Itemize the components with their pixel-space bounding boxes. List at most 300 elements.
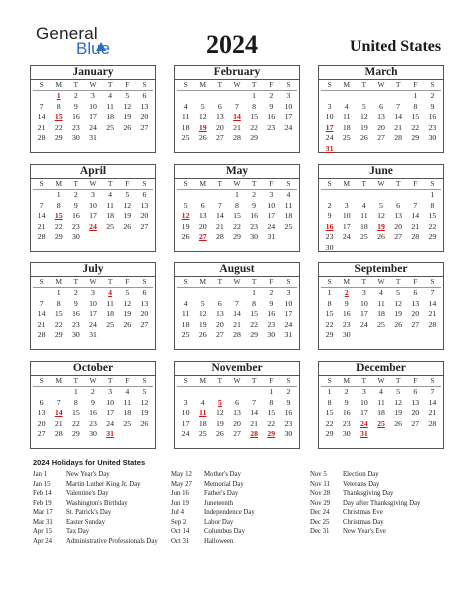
calendar-day: 29 <box>325 330 334 340</box>
calendar-day: 15 <box>428 211 437 221</box>
calendar-day: 22 <box>54 221 63 231</box>
calendar-day: 26 <box>123 221 132 231</box>
calendar-day: 27 <box>233 429 241 439</box>
holiday-row <box>171 508 255 518</box>
calendar-day: 2 <box>73 91 78 100</box>
calendar-day: 6 <box>142 288 147 297</box>
holiday-day: 4 <box>108 288 113 297</box>
calendar-day: 12 <box>198 309 207 319</box>
calendar-day: 27 <box>394 232 403 242</box>
weekday-header: W <box>84 179 101 190</box>
weekday-header: T <box>67 376 84 387</box>
calendar-day: 26 <box>198 133 207 143</box>
empty-day <box>33 190 50 201</box>
holiday-name: Halloween <box>204 537 234 545</box>
holiday-row <box>310 499 420 509</box>
calendar-day: 3 <box>108 387 113 396</box>
calendar-day: 14 <box>411 211 420 221</box>
weekday-header: T <box>390 80 407 91</box>
weekday-header: W <box>372 376 389 387</box>
calendar-day: 22 <box>250 319 259 329</box>
calendar-day: 30 <box>342 429 351 439</box>
country-title: United States <box>350 38 442 55</box>
holiday-day: 27 <box>198 232 207 242</box>
calendar-day: 11 <box>181 112 190 122</box>
calendar-day: 24 <box>181 429 190 439</box>
calendar-day: 27 <box>140 122 149 132</box>
day-grid <box>31 80 155 144</box>
calendar-day: 15 <box>233 211 241 221</box>
calendar-day: 1 <box>235 190 239 199</box>
month-title: November <box>175 362 299 376</box>
holiday-name: New Year's Day <box>66 471 110 478</box>
calendar-day: 31 <box>267 232 276 242</box>
weekday-header: S <box>136 277 153 288</box>
calendar-day: 1 <box>56 288 61 297</box>
calendar-day: 19 <box>394 408 403 418</box>
holiday-row <box>310 480 420 490</box>
holiday-date: Oct 14 <box>171 528 190 535</box>
calendar-day: 30 <box>71 133 80 143</box>
empty-day <box>372 91 389 102</box>
calendar-day: 19 <box>181 221 190 231</box>
holiday-date: Nov 29 <box>310 499 331 507</box>
calendar-day: 2 <box>252 190 257 199</box>
holiday-row <box>33 480 158 490</box>
weekday-header: S <box>321 179 338 190</box>
empty-day <box>177 387 194 398</box>
calendar-day: 12 <box>215 408 224 418</box>
calendar-day: 23 <box>267 122 276 132</box>
calendar-day: 13 <box>198 211 207 221</box>
holiday-date: Mar 17 <box>33 509 53 516</box>
holiday-name: Columbus Day <box>204 528 245 535</box>
calendar-day: 16 <box>284 408 293 418</box>
holiday-date: Sep 2 <box>171 518 187 526</box>
holiday-name: Thanksgiving Day <box>343 490 394 497</box>
calendar-day: 10 <box>89 101 97 111</box>
calendar-day: 3 <box>91 190 95 199</box>
month-title: March <box>319 66 443 80</box>
calendar-day: 13 <box>394 211 403 221</box>
empty-day <box>321 190 338 201</box>
holiday-date: Jan 1 <box>33 471 48 478</box>
calendar-day: 4 <box>108 91 113 100</box>
calendar-day: 11 <box>106 298 114 308</box>
weekday-header: T <box>102 376 119 387</box>
calendar-day: 11 <box>106 200 114 210</box>
calendar-day: 29 <box>250 133 259 143</box>
calendar-day: 7 <box>56 397 61 407</box>
calendar-day: 2 <box>286 387 291 396</box>
calendar-day: 12 <box>359 112 368 122</box>
calendar-day: 14 <box>233 309 241 319</box>
calendar-day: 26 <box>394 418 403 428</box>
calendar-day: 18 <box>181 319 190 329</box>
calendar-day: 21 <box>411 221 420 231</box>
calendar-day: 12 <box>394 397 403 407</box>
calendar-day: 7 <box>235 101 239 111</box>
empty-day <box>338 91 355 102</box>
calendar-day: 8 <box>252 298 257 308</box>
calendar-day: 26 <box>140 418 149 428</box>
calendar-day: 29 <box>325 429 334 439</box>
calendar-day: 8 <box>73 397 78 407</box>
weekday-header: F <box>407 80 424 91</box>
calendar-day: 19 <box>198 319 207 329</box>
calendar-day: 15 <box>411 112 420 122</box>
calendar-day: 25 <box>181 133 190 143</box>
empty-day <box>211 387 228 398</box>
calendar-day: 19 <box>215 418 224 428</box>
calendar-day: 23 <box>71 122 80 132</box>
logo-text-blue: Blue <box>76 39 111 58</box>
calendar-day: 22 <box>267 418 276 428</box>
holiday-day: 16 <box>325 221 334 231</box>
holiday-day: 19 <box>377 221 385 231</box>
day-grid <box>319 179 443 254</box>
calendar-day: 25 <box>359 232 368 242</box>
weekday-header: W <box>372 277 389 288</box>
calendar-day: 21 <box>37 221 46 231</box>
calendar-day: 14 <box>37 211 46 221</box>
calendar-day: 1 <box>269 387 274 396</box>
calendar-day: 21 <box>250 418 259 428</box>
calendar-day: 22 <box>325 418 334 428</box>
weekday-header: T <box>211 80 228 91</box>
calendar-day: 1 <box>413 91 418 100</box>
calendar-day: 7 <box>413 200 418 210</box>
calendar-day: 2 <box>73 190 78 199</box>
calendar-day: 1 <box>327 387 332 396</box>
calendar-day: 21 <box>428 309 437 319</box>
empty-day <box>390 190 407 201</box>
holiday-day: 31 <box>359 429 368 439</box>
weekday-header: M <box>194 277 211 288</box>
holidays-title: 2024 Holidays for United States <box>33 458 146 467</box>
calendar-day: 6 <box>217 101 222 111</box>
calendar-day: 15 <box>267 408 276 418</box>
holiday-row <box>33 489 158 499</box>
month-november <box>174 361 300 449</box>
calendar-day: 29 <box>233 232 241 242</box>
calendar-day: 12 <box>123 101 132 111</box>
weekday-header: T <box>355 277 372 288</box>
calendar-day: 20 <box>140 112 149 122</box>
calendar-day: 17 <box>267 211 276 221</box>
calendar-day: 8 <box>56 101 61 111</box>
calendar-day: 18 <box>106 309 115 319</box>
calendar-day: 10 <box>89 200 97 210</box>
calendar-day: 13 <box>215 112 224 122</box>
empty-day <box>194 91 211 102</box>
calendar-day: 31 <box>89 330 97 340</box>
holiday-date: Jun 19 <box>171 499 189 507</box>
day-grid <box>175 80 299 144</box>
calendar-day: 16 <box>267 112 276 122</box>
month-january <box>30 65 156 153</box>
calendar-day: 9 <box>73 101 78 111</box>
holiday-day: 15 <box>54 112 63 122</box>
calendar-day: 2 <box>269 91 274 100</box>
holiday-column <box>171 470 255 546</box>
calendar-day: 12 <box>394 298 403 308</box>
calendar-day: 20 <box>394 221 403 231</box>
calendar-day: 11 <box>181 309 190 319</box>
calendar-day: 23 <box>284 418 293 428</box>
calendar-day: 25 <box>106 319 115 329</box>
holiday-row <box>310 489 420 499</box>
weekday-header: S <box>321 80 338 91</box>
calendar-day: 13 <box>411 397 420 407</box>
calendar-day: 7 <box>252 397 257 407</box>
holiday-name: Day after Thanksgiving Day <box>343 499 421 507</box>
weekday-header: S <box>280 80 297 91</box>
weekday-header: F <box>263 376 280 387</box>
empty-day <box>33 288 50 299</box>
calendar-day: 26 <box>181 232 190 242</box>
calendar-day: 26 <box>394 319 403 329</box>
holiday-name: Independence Day <box>204 509 255 516</box>
calendar-day: 11 <box>377 298 385 308</box>
calendar-day: 10 <box>181 408 190 418</box>
holiday-name: Martin Luther King Jr. Day <box>66 480 141 488</box>
calendar-day: 25 <box>198 429 207 439</box>
weekday-header: M <box>338 376 355 387</box>
weekday-header: T <box>246 179 263 190</box>
empty-day <box>177 190 194 201</box>
calendar-day: 17 <box>342 221 351 231</box>
calendar-day: 14 <box>428 397 437 407</box>
calendar-day: 6 <box>235 397 239 407</box>
calendar-day: 13 <box>411 298 420 308</box>
holiday-day: 11 <box>199 408 207 418</box>
holiday-day: 17 <box>325 122 334 132</box>
calendar-day: 25 <box>342 133 351 143</box>
calendar-day: 19 <box>123 309 132 319</box>
calendar-day: 10 <box>267 200 276 210</box>
calendar-day: 19 <box>123 112 132 122</box>
holiday-name: Valentine's Day <box>66 490 109 497</box>
calendar-day: 18 <box>359 221 368 231</box>
calendar-day: 12 <box>123 298 132 308</box>
holiday-row <box>171 499 255 509</box>
holiday-date: Nov 28 <box>310 490 331 497</box>
calendar-day: 5 <box>361 101 366 111</box>
calendar-day: 27 <box>377 133 385 143</box>
calendar-day: 15 <box>250 309 259 319</box>
calendar-day: 15 <box>325 408 334 418</box>
calendar-day: 15 <box>250 112 259 122</box>
day-grid <box>319 376 443 440</box>
weekday-header: W <box>228 80 245 91</box>
calendar-day: 20 <box>140 309 149 319</box>
empty-day <box>194 387 211 398</box>
calendar-day: 28 <box>233 133 241 143</box>
calendar-day: 2 <box>91 387 95 396</box>
calendar-day: 7 <box>430 387 435 396</box>
holiday-day: 24 <box>89 221 97 231</box>
calendar-day: 23 <box>342 418 351 428</box>
calendar-day: 20 <box>215 122 224 132</box>
empty-day <box>355 190 372 201</box>
weekday-header: S <box>424 179 441 190</box>
weekday-header: S <box>33 80 50 91</box>
calendar-day: 23 <box>71 319 80 329</box>
calendar-day: 5 <box>396 387 401 396</box>
holiday-name: Memorial Day <box>204 480 244 488</box>
calendar-day: 4 <box>361 200 366 210</box>
holiday-date: Feb 14 <box>33 490 52 497</box>
holiday-date: Dec 25 <box>310 518 330 526</box>
empty-day <box>321 91 338 102</box>
calendar-day: 10 <box>359 397 368 407</box>
weekday-header: T <box>67 277 84 288</box>
calendar-day: 14 <box>37 112 46 122</box>
calendar-day: 29 <box>428 232 437 242</box>
holiday-row <box>33 518 158 528</box>
calendar-day: 21 <box>54 418 63 428</box>
empty-day <box>228 91 245 102</box>
calendar-day: 23 <box>89 418 97 428</box>
holiday-row <box>33 470 158 480</box>
calendar-day: 17 <box>359 309 368 319</box>
calendar-day: 10 <box>342 211 351 221</box>
holiday-name: Election Day <box>343 471 379 478</box>
calendar-day: 11 <box>123 397 132 407</box>
calendar-day: 13 <box>377 112 385 122</box>
month-june <box>318 164 444 252</box>
holiday-row <box>310 508 420 518</box>
holiday-name: Easter Sunday <box>66 518 106 526</box>
calendar-day: 2 <box>269 288 274 297</box>
calendar-day: 17 <box>181 418 190 428</box>
weekday-header: W <box>84 277 101 288</box>
weekday-header: M <box>194 376 211 387</box>
calendar-day: 26 <box>215 429 224 439</box>
calendar-day: 17 <box>284 309 293 319</box>
calendar-day: 2 <box>73 288 78 297</box>
weekday-header: S <box>177 80 194 91</box>
day-grid <box>175 376 299 440</box>
calendar-day: 11 <box>106 101 114 111</box>
calendar-day: 1 <box>430 190 435 199</box>
calendar-day: 24 <box>106 418 115 428</box>
holiday-day: 31 <box>106 429 115 439</box>
calendar-day: 28 <box>215 232 224 242</box>
calendar-day: 24 <box>284 319 293 329</box>
calendar-day: 14 <box>37 309 46 319</box>
calendar-day: 22 <box>54 122 63 132</box>
empty-day <box>177 288 194 299</box>
calendar-day: 22 <box>71 418 80 428</box>
calendar-day: 18 <box>198 418 207 428</box>
calendar-day: 26 <box>359 133 368 143</box>
calendar-day: 29 <box>54 133 63 143</box>
holiday-day: 1 <box>56 91 61 100</box>
calendar-day: 4 <box>200 397 205 407</box>
calendar-day: 8 <box>56 200 61 210</box>
calendar-day: 21 <box>37 122 46 132</box>
calendar-day: 28 <box>37 330 46 340</box>
weekday-header: S <box>177 277 194 288</box>
calendar-day: 29 <box>71 429 80 439</box>
calendar-day: 15 <box>71 408 80 418</box>
holiday-row <box>33 527 158 537</box>
holiday-row <box>33 537 158 547</box>
calendar-day: 8 <box>56 298 61 308</box>
day-grid <box>319 277 443 341</box>
calendar-day: 16 <box>267 309 276 319</box>
calendar-day: 9 <box>269 101 274 111</box>
weekday-header: S <box>177 376 194 387</box>
calendar-day: 27 <box>411 418 420 428</box>
calendar-day: 10 <box>325 112 334 122</box>
calendar-day: 7 <box>396 101 401 111</box>
calendar-day: 9 <box>91 397 95 407</box>
weekday-header: T <box>211 277 228 288</box>
holiday-date: Nov 11 <box>310 480 330 488</box>
holiday-day: 19 <box>198 122 207 132</box>
calendar-day: 5 <box>183 200 188 210</box>
calendar-day: 23 <box>428 122 437 132</box>
calendar-day: 14 <box>428 298 437 308</box>
calendar-day: 5 <box>379 200 383 210</box>
calendar-day: 5 <box>125 91 130 100</box>
calendar-day: 28 <box>37 133 46 143</box>
calendar-day: 5 <box>125 190 130 199</box>
calendar-day: 30 <box>71 330 80 340</box>
calendar-day: 4 <box>125 387 130 396</box>
calendar-day: 18 <box>377 408 385 418</box>
holiday-day: 5 <box>217 397 222 407</box>
calendar-day: 13 <box>140 101 149 111</box>
calendar-day: 12 <box>140 397 149 407</box>
holiday-column <box>310 470 420 537</box>
calendar-day: 26 <box>377 232 385 242</box>
calendar-day: 14 <box>215 211 224 221</box>
calendar-day: 4 <box>108 190 113 199</box>
calendar-day: 9 <box>252 200 257 210</box>
holiday-day: 14 <box>54 408 63 418</box>
calendar-day: 8 <box>327 397 332 407</box>
calendar-day: 18 <box>377 309 385 319</box>
calendar-day: 29 <box>54 330 63 340</box>
calendar-day: 7 <box>39 101 44 111</box>
calendar-day: 25 <box>284 221 293 231</box>
empty-day <box>211 91 228 102</box>
calendar-day: 16 <box>342 309 351 319</box>
calendar-day: 25 <box>123 418 132 428</box>
weekday-header: T <box>390 376 407 387</box>
weekday-header: T <box>102 80 119 91</box>
weekday-header: T <box>102 277 119 288</box>
calendar-day: 18 <box>106 112 115 122</box>
weekday-header: T <box>246 80 263 91</box>
calendar-day: 24 <box>325 133 334 143</box>
weekday-header: F <box>263 80 280 91</box>
holiday-day: 14 <box>233 112 241 122</box>
calendar-day: 16 <box>250 211 259 221</box>
calendar-day: 24 <box>267 221 276 231</box>
calendar-day: 16 <box>342 408 351 418</box>
holiday-row <box>310 518 420 528</box>
calendar-day: 16 <box>71 309 80 319</box>
calendar-day: 3 <box>344 200 349 210</box>
holiday-row <box>33 499 158 509</box>
month-july <box>30 262 156 350</box>
calendar-day: 3 <box>91 91 95 100</box>
